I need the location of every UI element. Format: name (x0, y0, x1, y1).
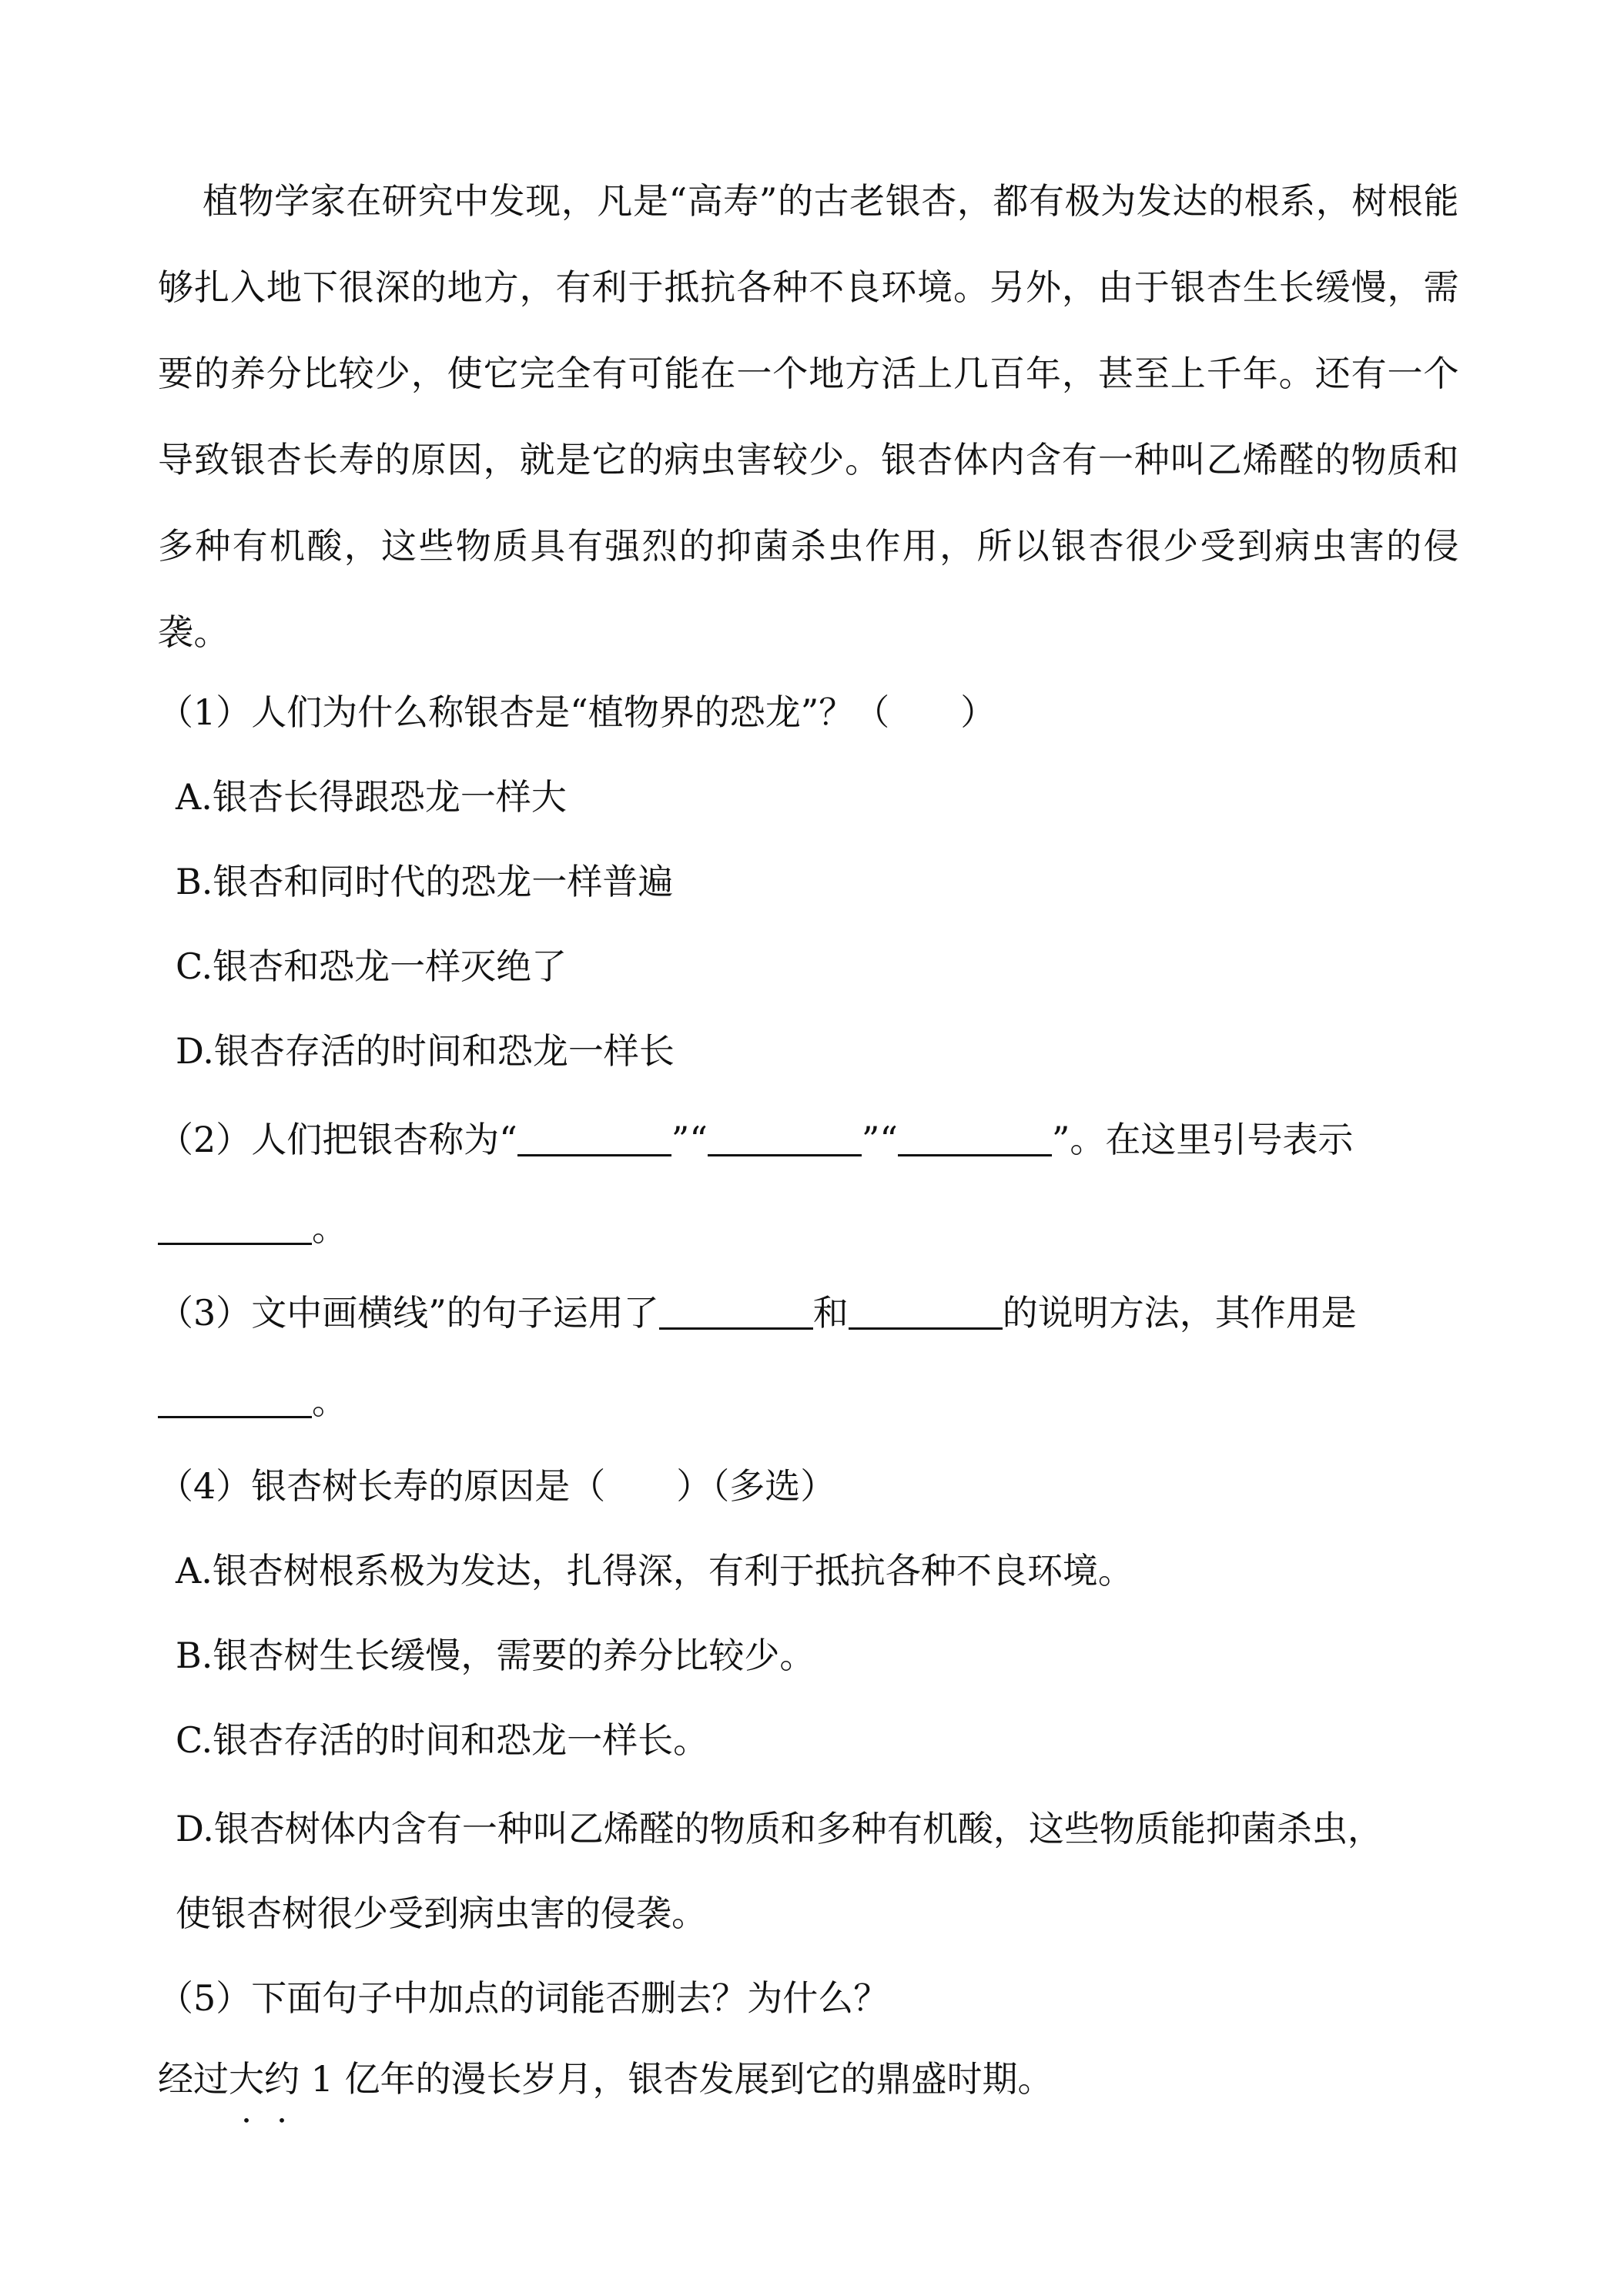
question-3-line (158, 1290, 1357, 1336)
question-2-line (158, 1116, 1353, 1163)
question-2-sep: ”“ (861, 1119, 898, 1160)
question-4-stem: （4）银杏树长寿的原因是（ ）（多选） (158, 1465, 836, 1507)
emphasis-dots: • • (242, 2111, 286, 2130)
question-4-option-c: C.银杏存活的时间和恐龙一样长。 (176, 1719, 709, 1761)
question-1-stem: （1）人们为什么称银杏是“植物界的恐龙”？（ ） (158, 691, 996, 733)
question-3-end: 。 (312, 1381, 347, 1422)
answer-blank[interactable] (158, 1207, 312, 1245)
question-1-option-a: A.银杏长得跟恐龙一样大 (176, 776, 567, 818)
answer-blank[interactable] (898, 1119, 1052, 1156)
question-2-end: 。 (312, 1207, 347, 1249)
question-1-option-d: D.银杏存活的时间和恐龙一样长 (176, 1030, 675, 1072)
question-3-prefix: （3）文中画横线”的句子运用了 (158, 1292, 659, 1334)
question-4-option-d-continued: 使银杏树很少受到病虫害的侵袭。 (176, 1893, 707, 1934)
question-2-line-2 (158, 1205, 347, 1251)
question-5-stem: （5）下面句子中加点的词能否删去？为什么？ (158, 1977, 889, 2019)
dotted-word: 大约 • • (229, 2058, 300, 2130)
passage-paragraph: 植物学家在研究中发现，凡是“高寿”的古老银杏，都有极为发达的根系，树根能够扎入地下很深的地方，有利于抵抗各种不良环境。另外，由于银杏生长缓慢，需要的养分比较少，使它完全有可能在一个地方活上几百年，甚至上千年。还有一个导致银杏长寿的原因，就是它的病虫害较少。银杏体内含有一种叫乙烯醛的物质和多种有机酸，这些物质具有强烈的抑菌杀虫作用，所以银杏很少受到病虫害的侵袭。 (158, 180, 1459, 653)
answer-blank[interactable] (517, 1119, 671, 1156)
sentence-before: 经过 (158, 2058, 229, 2100)
question-4-option-b: B.银杏树生长缓慢，需要的养分比较少。 (176, 1635, 815, 1676)
question-4-option-a: A.银杏树根系极为发达，扎得深，有利于抵抗各种不良环境。 (176, 1550, 1133, 1591)
question-1-option-b: B.银杏和同时代的恐龙一样普遍 (176, 861, 674, 902)
question-3-suffix: 的说明方法，其作用是 (1002, 1292, 1357, 1334)
answer-blank[interactable] (849, 1292, 1003, 1330)
question-2-prefix: （2）人们把银杏称为“ (158, 1119, 517, 1160)
question-5-sentence (158, 2056, 1053, 2130)
question-3-line-2 (158, 1378, 347, 1424)
question-2-suffix: ”。在这里引号表示 (1051, 1119, 1354, 1160)
question-1-option-c: C.银杏和恐龙一样灭绝了 (176, 946, 568, 987)
answer-blank[interactable] (659, 1292, 813, 1330)
question-3-mid: 和 (812, 1292, 849, 1334)
question-2-sep: ”“ (671, 1119, 708, 1160)
answer-blank[interactable] (708, 1119, 862, 1156)
sentence-after: 1 亿年的漫长岁月，银杏发展到它的鼎盛时期。 (300, 2058, 1053, 2100)
question-4-option-d: D.银杏树体内含有一种叫乙烯醛的物质和多种有机酸，这些物质能抑菌杀虫， (176, 1808, 1383, 1849)
answer-blank[interactable] (158, 1381, 312, 1418)
